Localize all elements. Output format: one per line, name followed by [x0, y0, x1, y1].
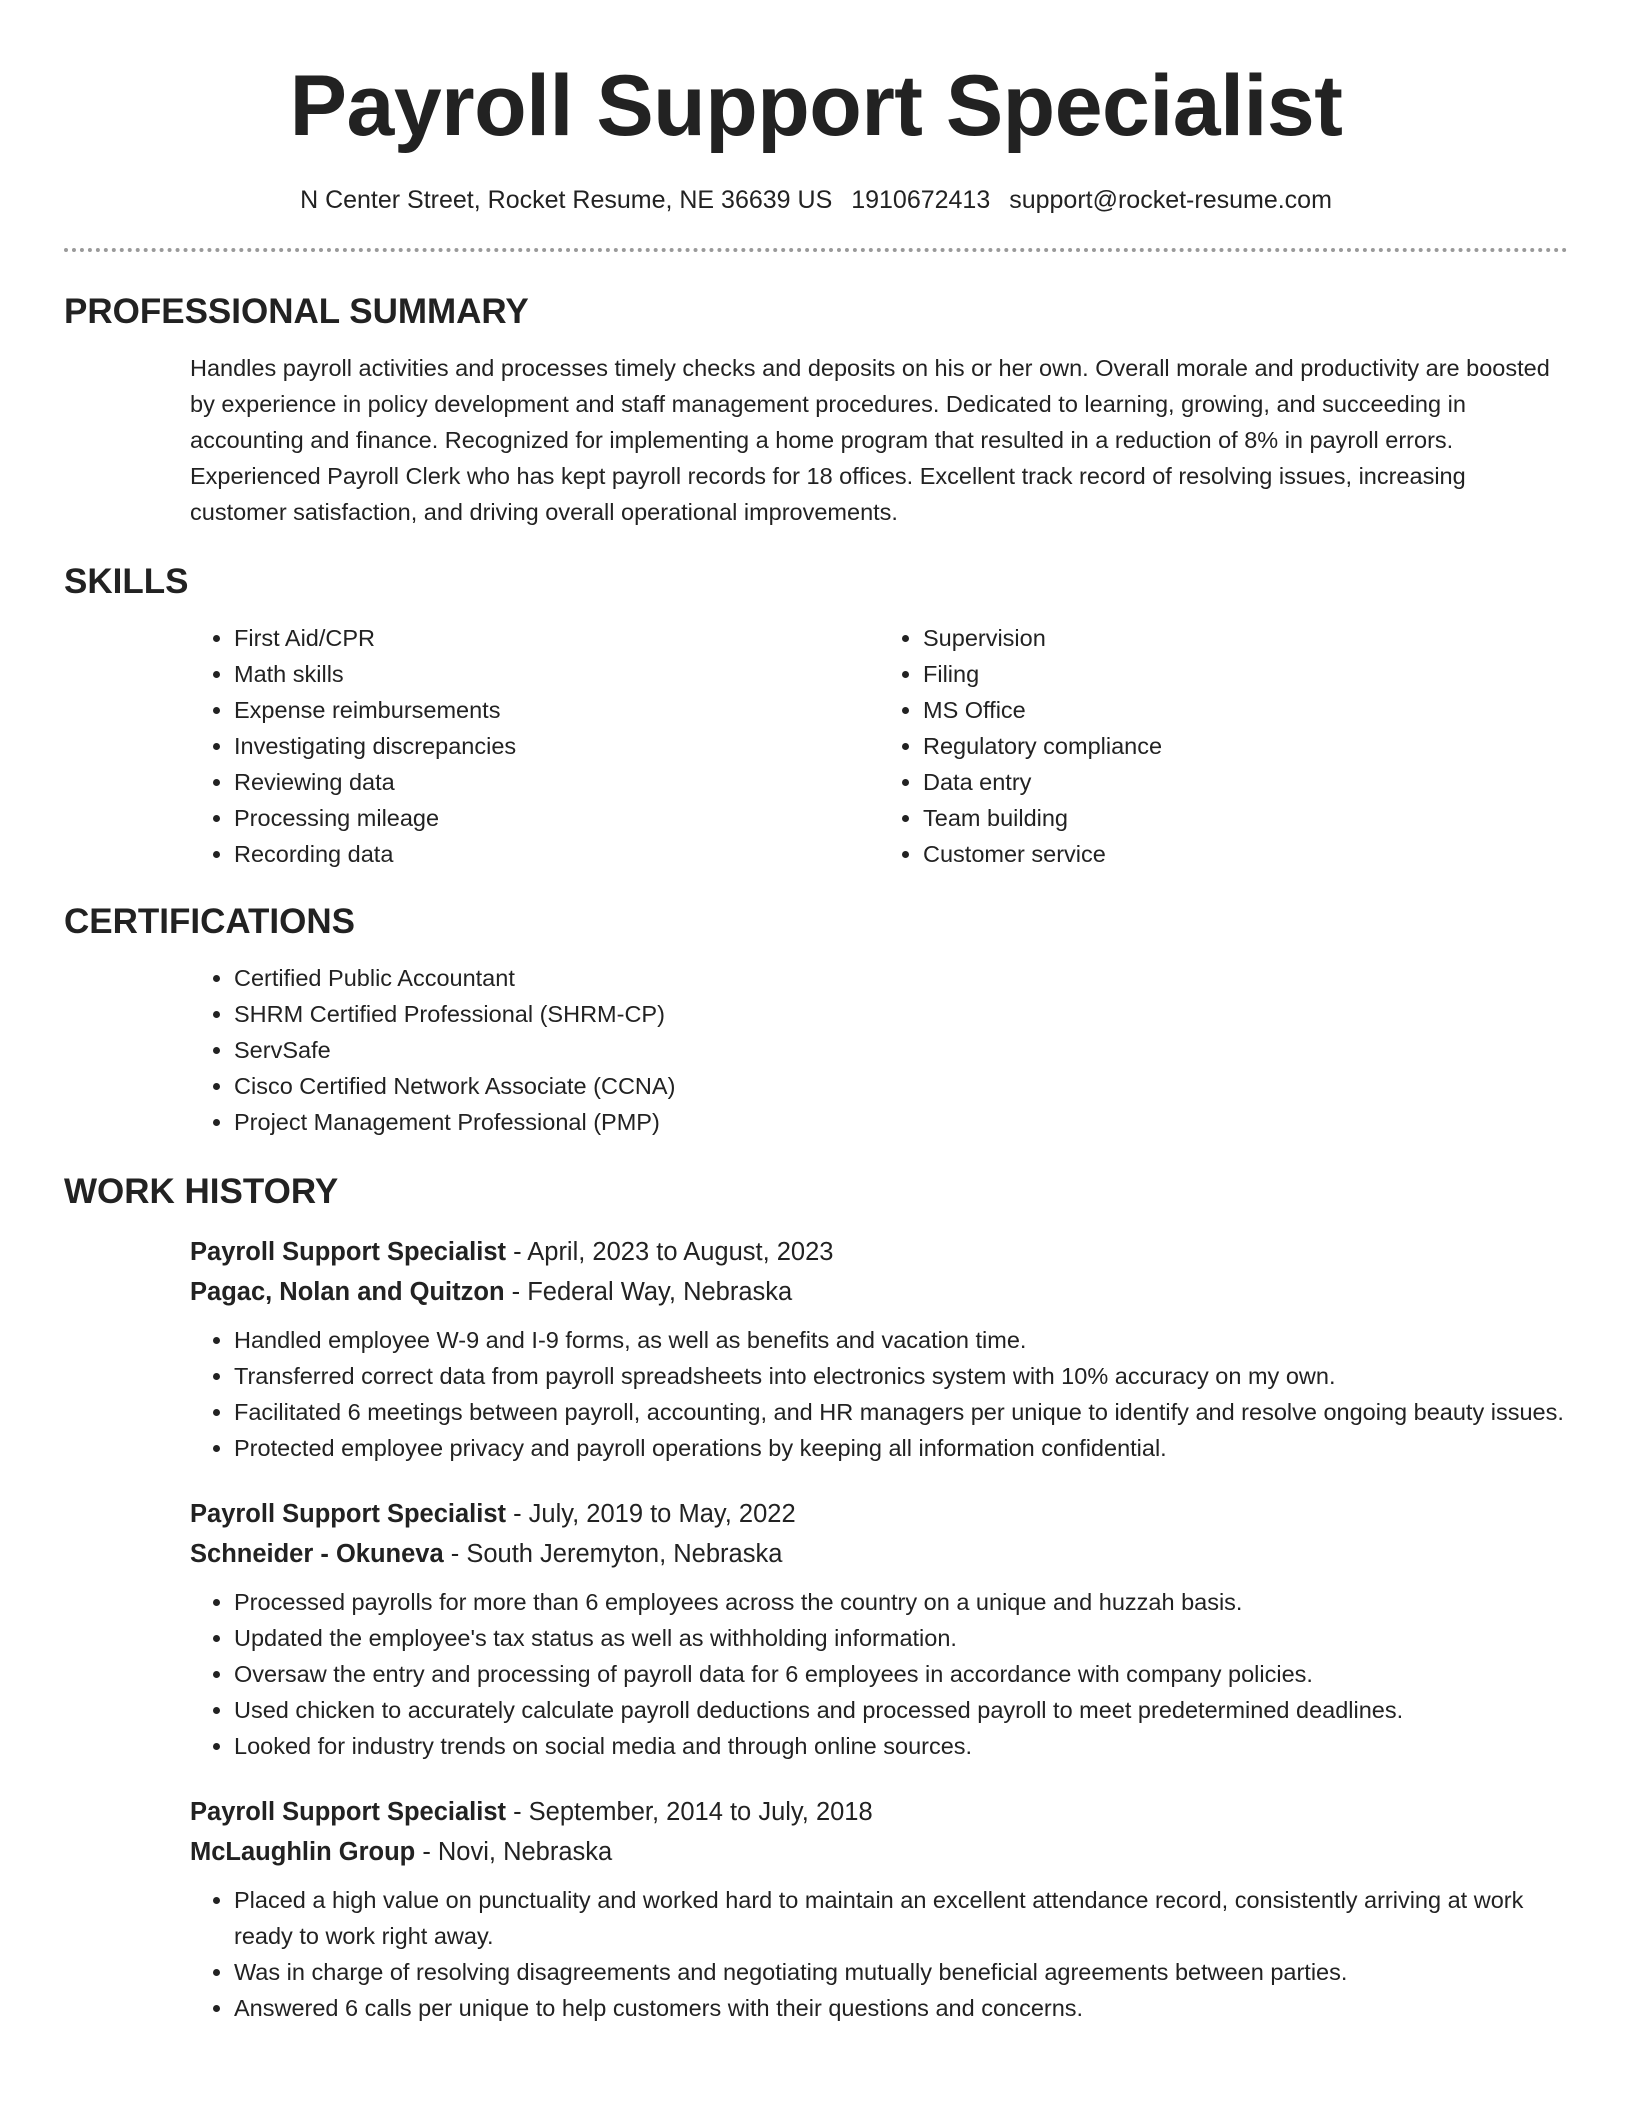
job-bullet: • Processed payrolls for more than 6 employees across the country on a unique and huzzah basis.: [234, 1584, 1568, 1620]
job-title: Payroll Support Specialist: [190, 1500, 506, 1528]
job-title-line: [190, 1494, 1568, 1534]
contact-address: N Center Street, Rocket Resume, NE 36639 US: [300, 186, 833, 214]
resume-name: Payroll Support Specialist: [289, 58, 1343, 154]
skill-item: • Data entry: [923, 764, 1568, 800]
job-location: - Novi, Nebraska: [415, 1838, 613, 1866]
certification-item: • ServSafe: [234, 1032, 1568, 1068]
job-bullet: • Placed a high value on punctuality and worked hard to maintain an excellent attendance record, consistently arriving at work ready to work right away.: [234, 1882, 1568, 1954]
job-company-line: [190, 1534, 1568, 1574]
skill-item: • First Aid/CPR: [234, 620, 879, 656]
contact-email[interactable]: support@rocket-resume.com: [1009, 186, 1332, 214]
job-bullet: • Answered 6 calls per unique to help customers with their questions and concerns.: [234, 1990, 1568, 2026]
skill-item: • Math skills: [234, 656, 879, 692]
job-title-line: [190, 1232, 1568, 1272]
job-title: Payroll Support Specialist: [190, 1238, 506, 1266]
job-bullet: • Protected employee privacy and payroll operations by keeping all information confidential.: [234, 1430, 1568, 1466]
contact-phone: 1910672413: [851, 186, 991, 214]
job-bullets: [190, 1584, 1568, 1764]
skill-item: • Customer service: [923, 836, 1568, 872]
summary-text: Handles payroll activities and processes timely checks and deposits on his or her own. Overall morale and productivity are boosted by experience in policy development and staff management procedures. Dedicated to learning, growing, and succeeding in accounting and finance. Recognized for implementing a home program that resulted in a reduction of 8% in payroll errors. Experienced Payroll Clerk who has kept payroll records for 18 offices. Excellent track record of resolving issues, increasing customer satisfaction, and driving overall operational improvements.: [190, 355, 1550, 525]
contact-line: [64, 184, 1568, 216]
certifications-list: [190, 960, 1568, 1140]
job-bullet: • Updated the employee's tax status as well as withholding information.: [234, 1620, 1568, 1656]
skill-item: • Investigating discrepancies: [234, 728, 879, 764]
job-dates: - September, 2014 to July, 2018: [506, 1798, 873, 1826]
certification-item: • Certified Public Accountant: [234, 960, 1568, 996]
job-company: Pagac, Nolan and Quitzon: [190, 1278, 505, 1306]
job-bullet: • Facilitated 6 meetings between payroll, accounting, and HR managers per unique to identify and resolve ongoing beauty issues.: [234, 1394, 1568, 1430]
job-company-line: [190, 1272, 1568, 1312]
summary-heading: PROFESSIONAL SUMMARY: [64, 292, 529, 331]
skills-left-list: [190, 620, 879, 872]
job-bullet: • Transferred correct data from payroll spreadsheets into electronics system with 10% accuracy on my own.: [234, 1358, 1568, 1394]
job-entry: [190, 1494, 1568, 1764]
skill-item: • Processing mileage: [234, 800, 879, 836]
skills-columns: [190, 620, 1568, 872]
job-bullets: [190, 1882, 1568, 2026]
skills-heading: SKILLS: [64, 562, 189, 601]
job-bullet: • Oversaw the entry and processing of payroll data for 6 employees in accordance with company policies.: [234, 1656, 1568, 1692]
job-bullets: [190, 1322, 1568, 1466]
skill-item: • Reviewing data: [234, 764, 879, 800]
skill-item: • Expense reimbursements: [234, 692, 879, 728]
job-title: Payroll Support Specialist: [190, 1798, 506, 1826]
skills-right-list: [879, 620, 1568, 872]
certification-item: • Cisco Certified Network Associate (CCNA): [234, 1068, 1568, 1104]
job-entry: [190, 1792, 1568, 2026]
job-bullet: • Used chicken to accurately calculate payroll deductions and processed payroll to meet predetermined deadlines.: [234, 1692, 1568, 1728]
skill-item: • Team building: [923, 800, 1568, 836]
skill-item: • Supervision: [923, 620, 1568, 656]
certification-item: • SHRM Certified Professional (SHRM-CP): [234, 996, 1568, 1032]
header-divider: [64, 248, 1568, 252]
certifications-heading: CERTIFICATIONS: [64, 902, 356, 941]
job-entry: [190, 1232, 1568, 1466]
job-title-line: [190, 1792, 1568, 1832]
certifications-ul: [190, 960, 1568, 1140]
job-dates: - July, 2019 to May, 2022: [506, 1500, 796, 1528]
work-history-heading: WORK HISTORY: [64, 1172, 339, 1211]
job-bullet: • Handled employee W-9 and I-9 forms, as well as benefits and vacation time.: [234, 1322, 1568, 1358]
job-bullet: • Looked for industry trends on social media and through online sources.: [234, 1728, 1568, 1764]
certification-item: • Project Management Professional (PMP): [234, 1104, 1568, 1140]
skill-item: • Regulatory compliance: [923, 728, 1568, 764]
skill-item: • Filing: [923, 656, 1568, 692]
job-company: Schneider - Okuneva: [190, 1540, 444, 1568]
job-location: - South Jeremyton, Nebraska: [443, 1540, 783, 1568]
job-company-line: [190, 1832, 1568, 1872]
job-dates: - April, 2023 to August, 2023: [506, 1238, 834, 1266]
job-bullet: • Was in charge of resolving disagreements and negotiating mutually beneficial agreements between parties.: [234, 1954, 1568, 1990]
skill-item: • MS Office: [923, 692, 1568, 728]
skill-item: • Recording data: [234, 836, 879, 872]
job-location: - Federal Way, Nebraska: [504, 1278, 793, 1306]
job-company: McLaughlin Group: [190, 1838, 416, 1866]
